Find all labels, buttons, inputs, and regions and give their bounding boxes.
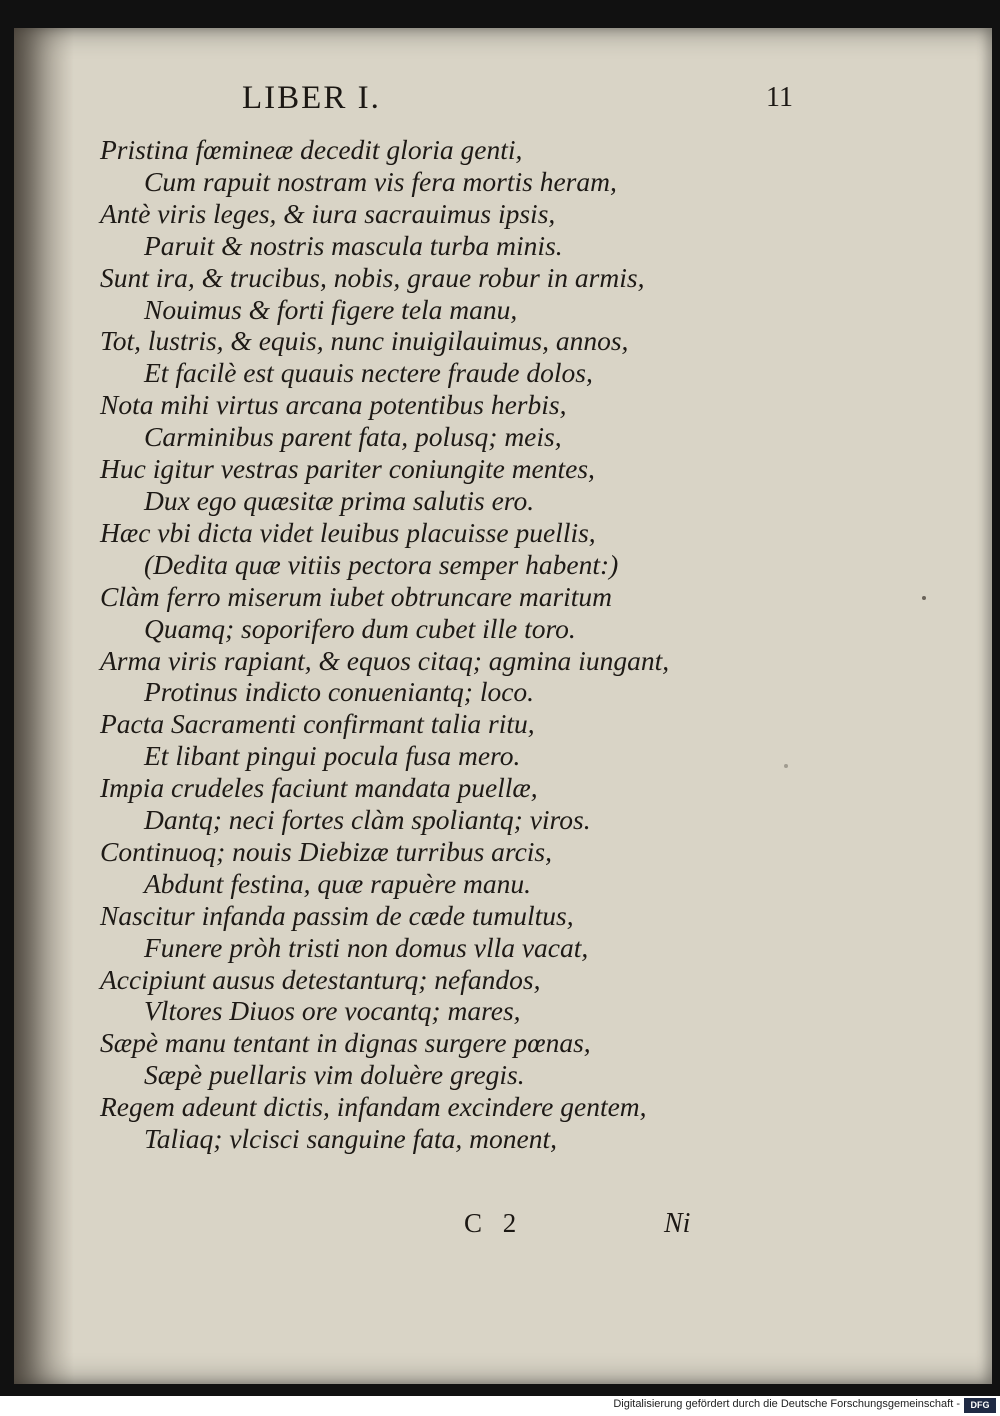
verse-line: Protinus indicto conueniantq; loco. (144, 676, 535, 708)
verse-line: Hæc vbi dicta videt leuibus placuisse puellis, (100, 516, 596, 548)
verse-line: Dantq; neci fortes clàm spoliantq; viros. (144, 804, 591, 836)
verse-line: Nascitur infanda passim de cæde tumultus, (100, 899, 574, 931)
verse-line: Et facilè est quauis nectere fraude dolos, (144, 357, 593, 389)
verse-line: Antè viris leges, & iura sacrauimus ipsis, (100, 197, 556, 229)
verse-line: Dux ego quæsitæ prima salutis ero. (144, 484, 535, 516)
page-footer (14, 1208, 992, 1248)
verse-line: Sæpè puellaris vim doluère gregis. (144, 1059, 525, 1091)
verse-line: Huc igitur vestras pariter coniungite mentes, (100, 453, 595, 485)
running-head: LIBER I. (242, 80, 381, 116)
verse-line: Quamq; soporifero dum cubet ille toro. (144, 612, 576, 644)
verse-line: Arma viris rapiant, & equos citaq; agmina iungant, (100, 644, 670, 676)
verse-line: Nouimus & forti figere tela manu, (144, 293, 518, 325)
verse-line: Vltores Diuos ore vocantq; mares, (144, 995, 521, 1027)
dfg-logo: DFG (964, 1398, 996, 1413)
page-number: 11 (766, 82, 793, 113)
signature-mark: C 2 (464, 1208, 517, 1238)
verse-line: Cum rapuit nostram vis fera mortis heram, (144, 165, 617, 197)
verse-line: Impia crudeles faciunt mandata puellæ, (100, 772, 538, 804)
verse-line: Accipiunt ausus detestanturq; nefandos, (100, 963, 541, 995)
verse-line: Regem adeunt dictis, infandam excindere gentem, (100, 1091, 647, 1123)
verse-line: Clàm ferro miserum iubet obtruncare maritum (100, 580, 613, 612)
verse-line: Carminibus parent fata, polusq; meis, (144, 421, 562, 453)
verse-line: Abdunt festina, quæ rapuère manu. (144, 867, 532, 899)
verse-text (100, 134, 940, 1155)
credit-bar (0, 1396, 1000, 1416)
verse-line: Taliaq; vlcisci sanguine fata, monent, (144, 1123, 557, 1155)
book-page (14, 28, 992, 1384)
page-header (14, 80, 992, 120)
verse-line: Pristina fœmineæ decedit gloria genti, (100, 134, 523, 165)
paper-speck (922, 596, 926, 600)
verse-line: Sunt ira, & trucibus, nobis, graue robur in armis, (100, 261, 645, 293)
verse-line: Et libant pingui pocula fusa mero. (144, 740, 521, 772)
verse-line: Nota mihi virtus arcana potentibus herbis, (100, 389, 567, 421)
catchword: Ni (664, 1208, 691, 1239)
verse-line: Sæpè manu tentant in dignas surgere pœnas, (100, 1027, 591, 1059)
credit-text: Digitalisierung gefördert durch die Deutsche Forschungsgemeinschaft - (613, 1398, 960, 1410)
verse-line: Funere pròh tristi non domus vlla vacat, (144, 931, 589, 963)
verse-line: Continuoq; nouis Diebizæ turribus arcis, (100, 835, 553, 867)
verse-line: Tot, lustris, & equis, nunc inuigilauimus, annos, (100, 325, 629, 357)
paper-speck (784, 764, 788, 768)
verse-line: Pacta Sacramenti confirmant talia ritu, (100, 708, 535, 740)
verse-line: (Dedita quæ vitiis pectora semper habent:) (144, 548, 619, 580)
verse-line: Paruit & nostris mascula turba minis. (144, 229, 563, 261)
gutter-shadow (14, 28, 74, 1384)
